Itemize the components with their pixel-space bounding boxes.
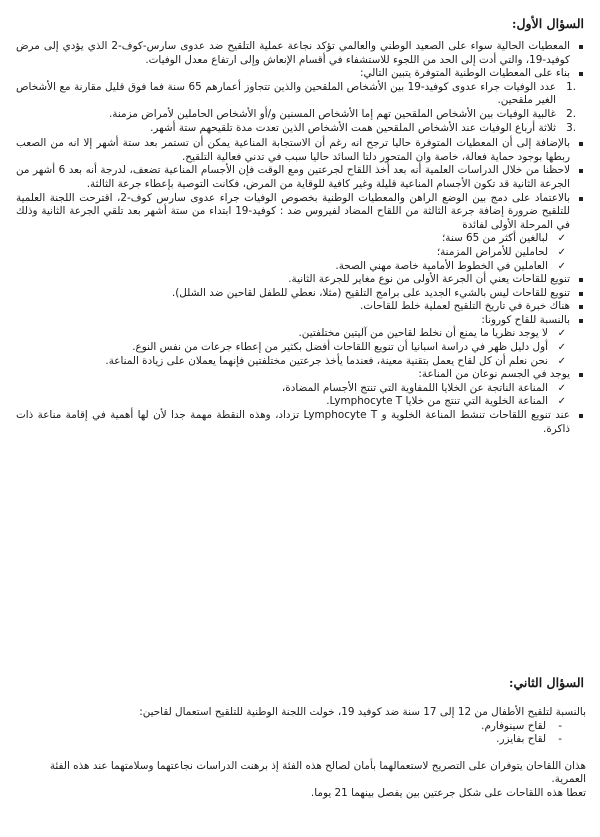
dash-item: - لقاح بفايزر. (496, 733, 562, 746)
dash-item: - لقاح سينوفارم. (481, 719, 562, 732)
check-item: ✓ العاملين في الخطوط الأمامية خاصة مهني الصحة. (335, 259, 566, 272)
check-icon: ✓ (557, 246, 566, 258)
bullet-paragraph: بناء على المعطيات الوطنية المتوفرة يتبين التالي: (16, 67, 586, 81)
check-icon: ✓ (557, 342, 566, 354)
check-item: ✓ لحاملين للأمراض المزمنة؛ (436, 245, 566, 258)
check-icon: ✓ (557, 328, 566, 340)
bullet-paragraph: يوجد في الجسم نوعان من المناعة: (16, 368, 586, 382)
question-two-title: السؤال الثاني: (508, 675, 584, 690)
bullet-paragraph: المعطيات الحالية سواء على الصعيد الوطني والعالمي تؤكد نجاعة عملية التلقيح ضد عدوى سارس-كوف-2 الذي يؤدي إلى مرض كوفيد-19، والتي أدت إلى الحد من اللجوء للاستشفاء في أقسام الإنعاش وإلى ارتفاع معدل الوفيات. (16, 40, 586, 67)
bullet-paragraph: تنويع للقاحات ليس بالشيء الجديد على برامج التلقيح (مثلا، نعطي للطفل لقاحين ضد الشلل). (16, 287, 586, 301)
check-item: ✓ لا يوجد نظريا ما يمنع أن نخلط لقاحين من آليتين مختلفتين. (298, 327, 566, 340)
bullet-paragraph: بالنسبة للقاح كورونا: (16, 314, 586, 328)
paragraph: بالنسبة لتلقيح الأطفال من 12 إلى 17 سنة ضد كوفيد 19، خولت اللجنة الوطنية للتلقيح استعمال لقاحين: (139, 706, 586, 718)
check-icon: ✓ (557, 382, 566, 394)
numbered-item: .1 عدد الوفيات جراء عدوى كوفيد-19 بين الأشخاص الملقحين والذين تتجاوز أعمارهم 65 سنة فما فوق قليل مقارنة مع الأشخاص الغير ملقحين. (16, 80, 576, 107)
bullet-paragraph: بالإضافة إلى أن المعطيات المتوفرة حاليا ترجح انه رغم أن الاستجابة المناعية يمكن أن تستمر بعد ستة أشهر إلا انه من الصعب ربطها بوجود حماية فعالة، خاصة وان المتحور دلتا السائد حاليا سبب في تدني فعالية التلقيح. (16, 137, 586, 164)
numbered-item: .2 غالبية الوفيات بين الأشخاص الملقحين تهم إما الأشخاص المسنين و/أو الأشخاص الحاملين لأمراض مزمنة. (109, 107, 576, 120)
check-item: ✓ لبالغين أكثر من 65 سنة؛ (441, 232, 566, 245)
numbered-item: .3 ثلاثة أرباع الوفيات عند الأشخاص الملقحين همت الأشخاص الذين تعدت مدة تلقيحهم ستة أشهر. (150, 121, 576, 134)
check-icon: ✓ (557, 355, 566, 367)
check-item: ✓ المناعة الخلوية التي تنتج من خلايا Lymphocyte T. (326, 395, 566, 408)
bullet-paragraph: هناك خبرة في تاريخ التلقيح لعملية خلط للقاحات. (16, 300, 586, 314)
check-icon: ✓ (557, 233, 566, 245)
bullet-paragraph: لاحظنا من خلال الدراسات العلمية أنه بعد أخذ اللقاح لجرعتين ومع الوقت فإن الأجسام المناعية تضعف، لدرجة أنه بعد 6 أشهر من الجرعة الثانية قد تكون الأجسام المناعية قليلة وغير كافية للوقاية من المرض، فكانت التوصية بإعطاء جرعة الثالثة. (16, 164, 586, 191)
question-one-title: السؤال الأول: (511, 16, 584, 31)
paragraph: تعطا هذه اللقاحات على شكل جرعتين بين يفصل بينهما 21 يوما. (310, 786, 586, 799)
check-item: ✓ أول دليل ظهر في دراسة اسبانيا أن تنويع اللقاحات أفضل بكثير من إعطاء جرعات من نفس النوع. (132, 341, 566, 354)
question-one-body (16, 40, 586, 436)
bullet-paragraph: عند تنويع اللقاحات تنشط المناعة الخلوية و Lymphocyte T تزداد، وهذه النقطة مهمة جدا لأن لها أهمية في إقامة مناعة ذات ذاكرة. (16, 409, 586, 436)
question-two-body (16, 706, 586, 801)
check-icon: ✓ (557, 396, 566, 408)
check-item: ✓ نحن نعلم أن كل لقاح يعمل بتقنية معينة، فعندما يأخذ جرعتين مختلفتين فإنهما يعملان على زيادة المناعة. (105, 354, 566, 367)
bullet-paragraph: تنويع للقاحات يعني أن الجرعة الأولى من نوع مغاير للجرعة الثانية. (16, 273, 586, 287)
check-item: ✓ المناعة الناتجة عن الخلايا اللمفاوية التي تنتج الأجسام المضادة، (281, 381, 566, 394)
paragraph: هذان اللقاحان يتوفران على التصريح لاستعمالهما بأمان لصالح هذه الفئة إذ برهنت الدراسات نجاعتهما وسلامتهما عند هذه الفئة العمرية. (49, 759, 586, 786)
bullet-paragraph: بالاعتماد على دمج بين الوضع الراهن والمعطيات الوطنية بخصوص الوفيات جراء عدوى سارس كوف-2، اقترحت اللجنة العلمية للتلقيح ضرورة إضافة جرعة الثالثة من اللقاح المضاد لفيروس ضد : كوفيد-19 ابتداء من ستة أشهر بعد تلقي الجرعة الثانية وذلك في المرحلة الأولى لفائدة (16, 192, 586, 233)
check-icon: ✓ (557, 260, 566, 272)
